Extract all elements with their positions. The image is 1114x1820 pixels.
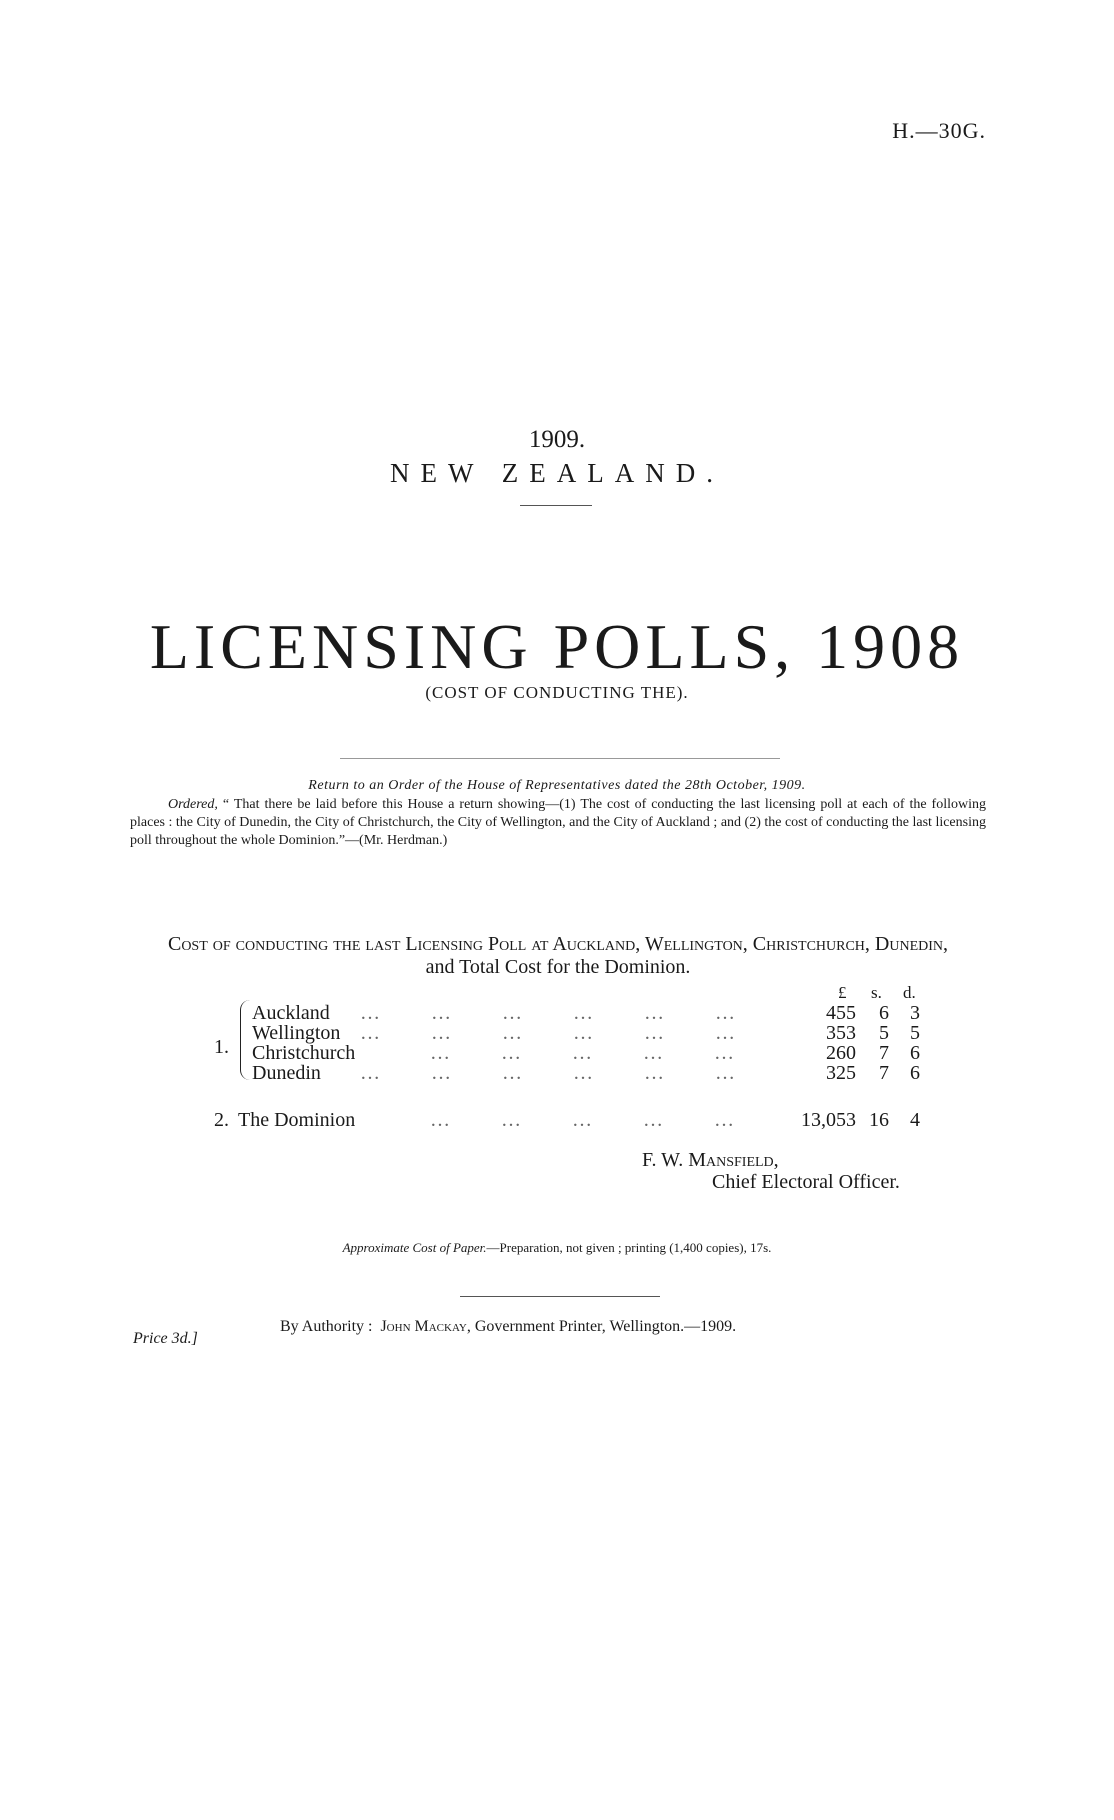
document-reference: H.—30G. — [892, 118, 986, 143]
printer-authority — [280, 1318, 736, 1336]
row-pounds: 353 — [826, 1022, 856, 1044]
row-shillings: 5 — [879, 1022, 889, 1044]
leader-dots: … … … … … … — [360, 1022, 737, 1044]
row-pounds: 325 — [826, 1062, 856, 1084]
leader-dots: … … … … … — [430, 1042, 736, 1064]
masthead-rule — [520, 505, 592, 506]
column-header-shillings: s. — [871, 983, 882, 1002]
table-heading-line2: and Total Cost for the Dominion. — [425, 956, 691, 978]
row-label: Christchurch — [252, 1042, 356, 1064]
leader-dots: … … … … … … — [360, 1002, 737, 1024]
table-row — [0, 1062, 1114, 1084]
row-pounds: 455 — [826, 1002, 856, 1024]
total-pence: 4 — [910, 1109, 920, 1131]
footer-rule — [460, 1296, 660, 1297]
table-row — [0, 1042, 1114, 1064]
table-row — [0, 1002, 1114, 1024]
signatory-name: F. W. Mansfield, — [642, 1149, 779, 1171]
masthead-country: NEW ZEALAND. — [390, 458, 724, 488]
order-paragraph — [130, 796, 986, 850]
total-pounds: 13,053 — [801, 1109, 856, 1131]
row-pounds: 260 — [826, 1042, 856, 1064]
row-label: Wellington — [252, 1022, 341, 1044]
paper-cost-note — [0, 1240, 1114, 1256]
total-number: 2. — [214, 1109, 229, 1131]
row-pence: 3 — [910, 1002, 920, 1024]
return-order-line: Return to an Order of the House of Representatives dated the 28th October, 1909. — [308, 778, 806, 793]
row-label: Auckland — [252, 1002, 330, 1024]
leader-dots: … … … … … — [430, 1109, 736, 1131]
row-pence: 6 — [910, 1042, 920, 1064]
row-label: Dunedin — [252, 1062, 321, 1084]
column-header-pence: d. — [903, 983, 916, 1002]
document-title: LICENSING POLLS, 1908 — [149, 611, 965, 682]
ordered-text: “ That there be laid before this House a return showing—(1) The cost of conducting the last licensing poll at each of the following places : the City of Dunedin, the City of Christchurch, the City of Wellington, and the City of Auckland ; and (2) the cost of conducting the last licensing poll throughout the whole Dominion.”—(Mr. Herdman.) — [130, 797, 987, 848]
document-subtitle: (COST OF CONDUCTING THE). — [425, 683, 689, 702]
ordered-label: Ordered, — [168, 797, 218, 812]
leader-dots: … … … … … … — [360, 1062, 737, 1084]
table-heading-line1: Cost of conducting the last Licensing Poll at Auckland, Wellington, Christchurch, Dunedin, — [167, 933, 949, 955]
signatory-title: Chief Electoral Officer. — [712, 1171, 900, 1193]
table-heading — [130, 933, 986, 979]
row-shillings: 7 — [879, 1062, 889, 1084]
price-note: Price 3d.] — [133, 1330, 198, 1347]
column-header-pounds: £ — [838, 983, 847, 1002]
masthead-year: 1909. — [528, 426, 586, 453]
paper-cost-text: —Preparation, not given ; printing (1,400 copies), 17s. — [486, 1240, 772, 1255]
row-pence: 6 — [910, 1062, 920, 1084]
authority-suffix: Government Printer, Wellington.—1909. — [474, 1318, 737, 1335]
row-shillings: 6 — [879, 1002, 889, 1024]
table-row — [0, 1022, 1114, 1044]
group-number: 1. — [214, 1036, 229, 1058]
printer-name: John Mackay, — [380, 1318, 471, 1335]
total-row — [0, 1109, 1114, 1131]
row-shillings: 7 — [879, 1042, 889, 1064]
authority-prefix: By Authority : — [280, 1318, 373, 1335]
total-shillings: 16 — [869, 1109, 889, 1131]
row-pence: 5 — [910, 1022, 920, 1044]
total-label: The Dominion — [238, 1109, 356, 1131]
paper-cost-label: Approximate Cost of Paper. — [342, 1240, 487, 1255]
title-rule — [340, 758, 780, 759]
